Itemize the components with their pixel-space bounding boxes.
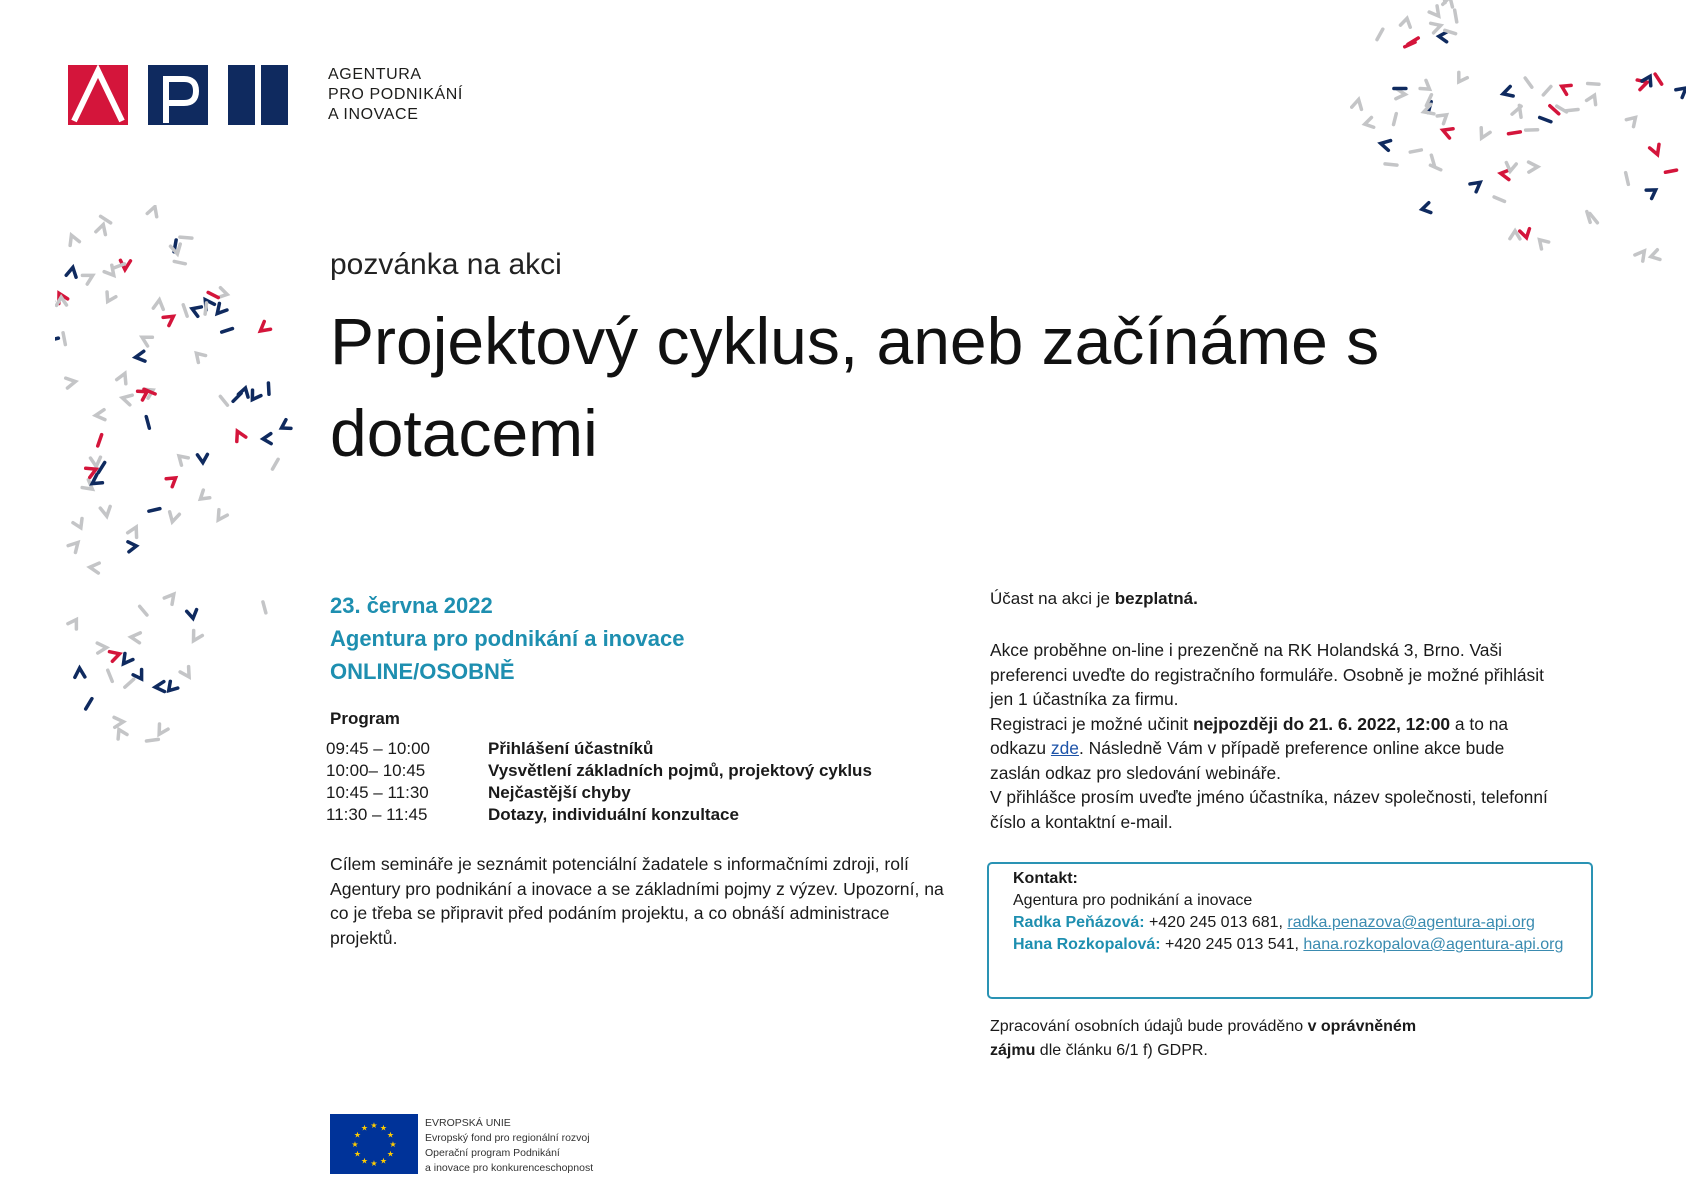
chevron-mark-icon [114,717,124,728]
chevron-mark-icon [1519,105,1521,117]
chevron-mark-icon [176,452,189,465]
program-item: Nejčastější chyby [488,783,631,802]
contact-details [1013,868,1563,956]
eu-star-icon: ★ [353,1130,362,1140]
eu-star-icon: ★ [389,1140,397,1149]
contact-person-phone: +420 245 013 681, [1144,914,1288,931]
decorative-chevron-pattern-right [1350,0,1686,270]
seminar-goal-text: Cílem semináře je seznámit potenciální žadatele s informačními zdroji, rolí Agentury pro podnikání a inovace a se základními pojmy z výzev. Upozorní, na co je třeba se připravit před podáním projektu, a co obnáší administrace projektů. [330,854,944,948]
api-logo-p-icon [148,65,208,125]
chevron-mark-icon [1431,21,1443,33]
eu-line: Evropský fond pro regionální rozvoj [425,1132,590,1144]
chevron-mark-icon [1626,173,1629,185]
chevron-mark-icon [166,474,178,487]
chevron-mark-icon [183,305,187,316]
chevron-mark-icon [1439,31,1448,41]
chevron-mark-icon [101,216,111,223]
program-item: Dotazy, individuální konzultace [488,805,739,824]
chevron-mark-icon [100,506,111,517]
chevron-mark-icon [248,390,261,402]
chevron-mark-icon [279,420,291,433]
chevron-mark-icon [128,525,141,538]
chevron-mark-icon [1587,93,1599,104]
chevron-mark-icon [155,724,168,737]
chevron-mark-icon [1676,84,1686,97]
chevron-mark-icon [67,233,80,245]
chevron-mark-icon [1420,80,1432,93]
program-heading: Program [330,709,400,728]
contact-person-phone: +420 245 013 541, [1160,936,1304,953]
api-logo-a-icon [68,65,128,125]
chevron-mark-icon [1380,139,1391,151]
chevron-mark-icon [149,504,160,515]
chevron-mark-icon [1540,117,1551,121]
chevron-mark-icon [89,562,99,573]
program-time: 10:00– 10:45 [326,761,426,780]
chevron-mark-icon [86,699,92,709]
registration-text-mid: a to na odkazu [990,713,1509,758]
chevron-mark-icon [1400,17,1411,27]
chevron-mark-icon [1429,6,1442,19]
chevron-mark-icon [165,681,178,694]
chevron-mark-icon [1410,145,1421,156]
eu-flag-icon [330,1114,418,1174]
chevron-mark-icon [259,602,270,613]
venue-text: Akce proběhne on-line i prezenčně na RK Holandská 3, Brno. Vaši preferenci uveďte do registračního formuláře. Osobně je možné přihlásit jen 1 účastníka za firmu. [990,640,1544,709]
event-date: 23. června 2022 [330,593,493,618]
chevron-mark-icon [222,325,233,336]
chevron-mark-icon [180,237,192,238]
eu-star-icon: ★ [379,1156,388,1166]
chevron-mark-icon [1543,86,1551,94]
program-table [326,738,872,826]
chevron-mark-icon [147,205,159,217]
chevron-mark-icon [98,435,102,446]
chevron-mark-icon [108,670,112,681]
chevron-mark-icon [208,290,218,300]
fee-text: Účast na akci je [990,589,1115,608]
chevron-mark-icon [97,643,107,653]
chevron-mark-icon [82,271,95,284]
chevron-mark-icon [128,541,137,552]
chevron-mark-icon [197,490,210,503]
program-row [326,782,872,804]
program-item: Přihlášení účastníků [488,739,654,758]
eu-star-icon: ★ [360,1156,369,1166]
chevron-mark-icon [63,333,65,345]
chevron-mark-icon [139,606,148,615]
chevron-mark-icon [214,510,227,523]
fee-note [990,589,1198,609]
deadline-text: nejpozději do 21. 6. 2022, 12:00 [1192,713,1451,734]
eu-star-icon: ★ [360,1123,369,1133]
chevron-mark-icon [1655,74,1662,84]
chevron-mark-icon [1588,78,1599,89]
eu-funding-text [425,1116,593,1176]
org-name-line: A INOVACE [328,106,419,123]
chevron-mark-icon [75,668,85,677]
gdpr-bold: v oprávněném [1307,1018,1417,1035]
chevron-mark-icon [174,257,185,268]
event-format: ONLINE/OSOBNĚ [330,659,515,684]
chevron-mark-icon [1421,203,1431,214]
program-row [326,760,872,782]
org-name [328,65,463,125]
chevron-mark-icon [95,410,105,421]
chevron-mark-icon [220,396,229,405]
chevron-mark-icon [1494,194,1504,204]
chevron-mark-icon [153,299,164,309]
chevron-mark-icon [66,266,78,277]
chevron-mark-icon [257,321,270,334]
registration-text-end: . Následně Vám v případě preference online akce bude zaslán odkaz pro sledování webináře. [990,738,1505,783]
chevron-mark-icon [117,371,130,383]
chevron-mark-icon [109,649,121,661]
chevron-mark-icon [1559,82,1571,95]
eu-line: EVROPSKÁ UNIE [425,1117,511,1129]
chevron-mark-icon [155,682,165,693]
chevron-mark-icon [73,518,85,529]
chevron-mark-icon [1650,250,1660,262]
chevron-mark-icon [1396,89,1406,100]
chevron-mark-icon [1455,10,1457,22]
chevron-mark-icon [114,727,127,739]
event-organizer: Agentura pro podnikání a inovace [330,626,685,651]
chevron-mark-icon [1508,132,1520,134]
decorative-chevron-pattern-left [55,205,295,745]
chevron-mark-icon [1650,144,1663,156]
contact-person [1013,934,1563,956]
chevron-mark-icon [270,459,280,469]
chevron-mark-icon [167,512,179,523]
chevron-mark-icon [180,667,193,680]
contact-person-email[interactable]: hana.rozkopalova@agentura-api.org [1303,936,1564,953]
chevron-mark-icon [263,434,271,444]
program-time: 10:45 – 11:30 [326,783,429,802]
chevron-mark-icon [146,417,149,429]
eu-star-icon: ★ [370,1121,378,1130]
chevron-mark-icon [121,393,132,405]
event-title: Projektový cyklus, aneb začínáme s dotacemi [330,304,1380,470]
contact-person-name: Radka Peňázová: [1013,914,1145,931]
contact-label: Kontakt: [1013,870,1078,887]
contact-person [1013,912,1563,934]
chevron-mark-icon [1665,166,1676,177]
eu-star-icon: ★ [370,1159,378,1168]
eu-star-icon: ★ [379,1123,388,1133]
eu-star-icon: ★ [351,1140,359,1149]
chevron-mark-icon [1352,98,1364,109]
chevron-mark-icon [1364,118,1374,130]
chevron-mark-icon [1389,114,1400,125]
chevron-mark-icon [119,653,132,666]
chevron-mark-icon [1529,162,1538,172]
org-name-line: PRO PODNIKÁNÍ [328,86,463,103]
chevron-mark-icon [233,429,246,441]
chevron-mark-icon [140,333,153,346]
chevron-mark-icon [163,312,176,325]
chevron-mark-icon [66,377,77,388]
chevron-mark-icon [1502,86,1514,98]
chevron-mark-icon [103,292,116,304]
chevron-mark-icon [146,739,158,741]
chevron-mark-icon [1524,78,1533,87]
chevron-mark-icon [197,454,207,463]
eu-line: a inovace pro konkurenceschopnost [425,1162,594,1174]
chevron-mark-icon [1443,0,1455,7]
chevron-mark-icon [1470,178,1483,191]
chevron-mark-icon [1646,186,1658,199]
program-item: Vysvětlení základních pojmů, projektový cyklus [488,761,872,780]
program-time: 11:30 – 11:45 [326,805,428,824]
api-logo-i-icon [228,65,288,125]
gdpr-text-end: dle článku 6/1 f) GDPR. [1035,1042,1208,1059]
chevron-mark-icon [1441,125,1453,138]
chevron-mark-icon [135,351,145,362]
program-time: 09:45 – 10:00 [326,739,430,758]
chevron-mark-icon [1566,109,1578,110]
fee-bold: bezplatná. [1114,589,1198,608]
event-summary [330,589,685,688]
contact-person-name: Hana Rozkopalová: [1013,936,1161,953]
chevron-mark-icon [1536,236,1549,249]
chevron-mark-icon [1455,72,1468,84]
chevron-mark-icon [263,383,274,394]
eu-star-icon: ★ [386,1130,395,1140]
chevron-mark-icon [190,304,201,316]
chevron-mark-icon [68,539,81,552]
application-fields-text: V přihlášce prosím uveďte jméno účastníka, název společnosti, telefonní číslo a kontaktní e-mail. [990,787,1548,832]
gdpr-bold: zájmu [990,1042,1036,1059]
contact-org: Agentura pro podnikání a inovace [1013,892,1253,909]
chevron-mark-icon [96,223,108,235]
org-name-line: AGENTURA [328,66,422,83]
chevron-mark-icon [130,632,140,643]
chevron-mark-icon [1385,164,1397,165]
chevron-mark-icon [1520,229,1532,239]
program-row [326,804,872,826]
registration-info [990,638,1550,834]
registration-text: Registraci je možné učinit [990,713,1193,734]
program-row [326,738,872,760]
chevron-mark-icon [193,350,206,363]
chevron-mark-icon [1445,27,1456,38]
chevron-mark-icon [1437,111,1450,124]
chevron-mark-icon [90,457,101,467]
gdpr-text: Zpracování osobních údajů bude prováděno [990,1018,1308,1035]
chevron-mark-icon [1626,114,1639,127]
chevron-mark-icon [1377,29,1383,39]
chevron-mark-icon [55,334,58,345]
chevron-mark-icon [164,591,177,604]
chevron-mark-icon [1477,128,1490,141]
chevron-mark-icon [68,617,81,629]
eu-line: Operační program Podnikání [425,1147,560,1159]
registration-link[interactable]: zde [1050,738,1079,758]
chevron-mark-icon [187,610,198,620]
contact-person-email[interactable]: radka.penazova@agentura-api.org [1287,914,1535,931]
chevron-mark-icon [125,679,134,687]
gdpr-note [990,1015,1460,1063]
chevron-mark-icon [189,630,202,643]
invitation-subtitle: pozvánka na akci [330,248,562,281]
chevron-mark-icon [1635,248,1648,261]
eu-star-icon: ★ [353,1149,362,1159]
eu-star-icon: ★ [386,1149,395,1159]
